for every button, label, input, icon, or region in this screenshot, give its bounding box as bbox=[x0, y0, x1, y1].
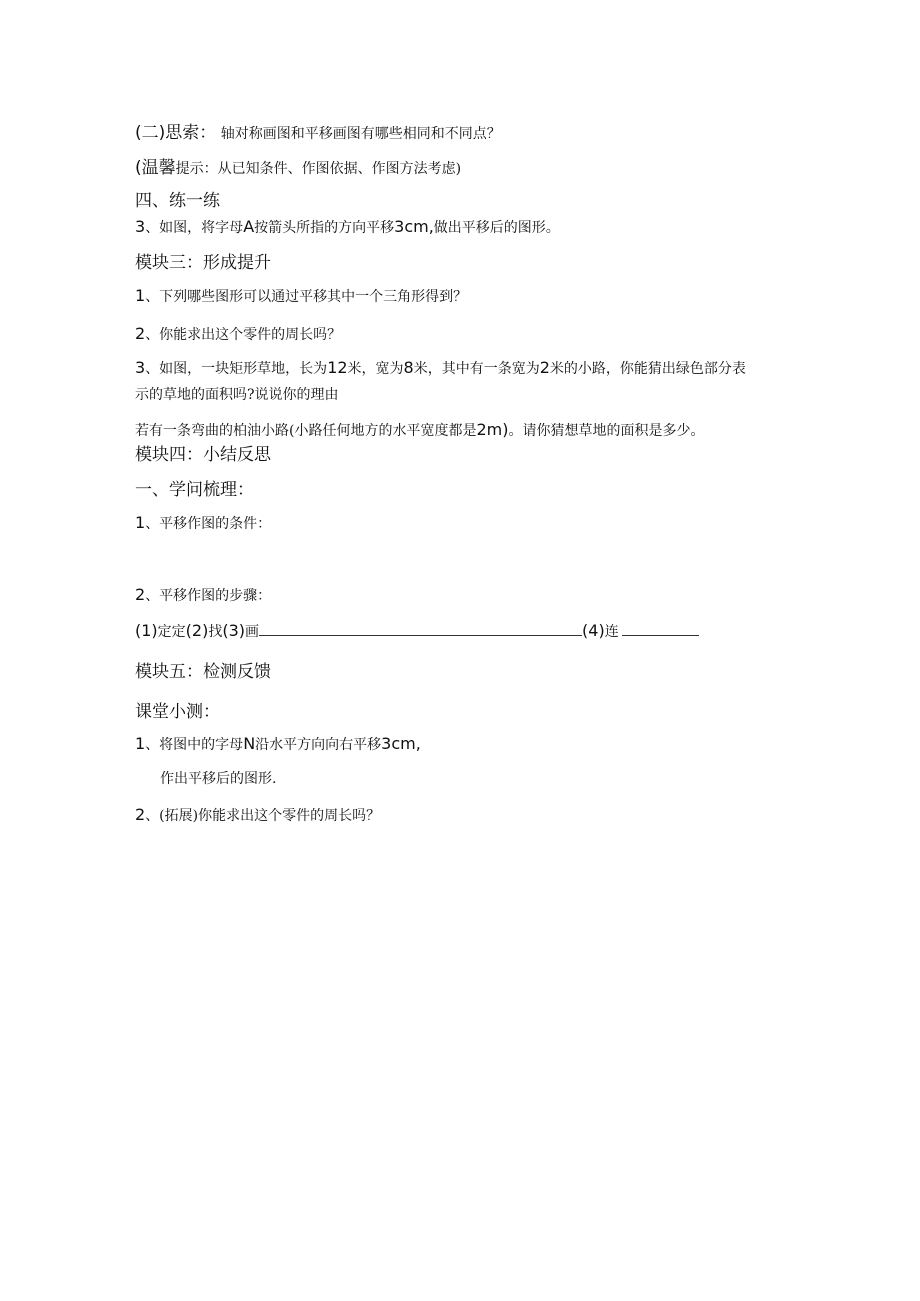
question-text: 沿水平方向向右平移 bbox=[255, 737, 382, 753]
hint-label: (温馨 bbox=[135, 158, 176, 178]
hint-text: 提示：从已知条件、作图依据、作图方法考虑) bbox=[175, 161, 462, 177]
answer-blank[interactable] bbox=[259, 621, 582, 636]
distance-value: 3cm, bbox=[394, 217, 434, 236]
reflection-text: 轴对称画图和平移画图有哪些相同和不同点？ bbox=[220, 126, 501, 142]
translation-steps bbox=[135, 621, 699, 642]
question-text: 、(拓展)你能求出这个零件的周长吗？ bbox=[145, 808, 381, 824]
reflection-label: (二)思索： bbox=[135, 123, 217, 143]
question-number: 2 bbox=[135, 805, 146, 824]
length-value: 12 bbox=[327, 358, 348, 377]
width-value: 8 bbox=[403, 358, 414, 377]
question-text: 做出平移后的图形。 bbox=[433, 220, 560, 236]
question-text: 、将图中的字母 bbox=[145, 737, 244, 753]
module-3-question-2 bbox=[135, 324, 341, 345]
step-text: 连 bbox=[604, 624, 619, 640]
letter-n: N bbox=[243, 734, 256, 753]
module-3-question-3 bbox=[135, 358, 746, 379]
question-text: 、平移作图的条件： bbox=[145, 516, 272, 532]
hint-line bbox=[135, 157, 461, 179]
practice-heading: 四、练一练 bbox=[135, 191, 220, 211]
reflection-question bbox=[135, 122, 501, 144]
module-4-question-2 bbox=[135, 585, 271, 606]
module-4-heading: 模块四：小结反思 bbox=[135, 445, 271, 465]
step-number: (1) bbox=[135, 621, 158, 640]
path-width-value: 2 bbox=[539, 358, 550, 377]
distance-value: 3cm, bbox=[381, 734, 421, 753]
question-text: 、平移作图的步骤： bbox=[145, 588, 272, 604]
question-number: 1 bbox=[135, 734, 146, 753]
answer-blank[interactable] bbox=[622, 621, 699, 636]
question-text: 若有一条弯曲的柏油小路(小路任何地方的水平宽度都是 bbox=[135, 423, 477, 439]
step-text: 找 bbox=[208, 624, 223, 640]
module-5-question-2 bbox=[135, 805, 380, 826]
module-3-question-4 bbox=[135, 420, 704, 441]
question-text: 、如图，将字母 bbox=[145, 220, 244, 236]
question-text: 、如图，一块矩形草地，长为 bbox=[145, 361, 328, 377]
question-number: 3 bbox=[135, 358, 146, 377]
question-number: 2 bbox=[135, 585, 146, 604]
module-4-question-1 bbox=[135, 513, 271, 534]
question-text: 。请你猜想草地的面积是多少。 bbox=[508, 423, 705, 439]
module-5-question-1-continued: 作出平移后的图形. bbox=[160, 771, 277, 787]
question-number: 1 bbox=[135, 286, 146, 305]
module-3-question-3-continued: 示的草地的面积吗?说说你的理由 bbox=[135, 387, 339, 403]
step-text: 定定 bbox=[157, 624, 186, 640]
question-number: 2 bbox=[135, 324, 146, 343]
question-text: 米的小路，你能猜出绿色部分表 bbox=[549, 361, 746, 377]
module-3-heading: 模块三：形成提升 bbox=[135, 253, 271, 273]
question-text: 米，宽为 bbox=[347, 361, 404, 377]
module-5-question-1 bbox=[135, 734, 421, 755]
module-3-question-1 bbox=[135, 286, 467, 307]
question-text: 、下列哪些图形可以通过平移其中一个三角形得到？ bbox=[145, 289, 468, 305]
question-text: 、你能求出这个零件的周长吗？ bbox=[145, 327, 342, 343]
question-number: 1 bbox=[135, 513, 146, 532]
path-width-value: 2m) bbox=[476, 420, 509, 439]
knowledge-review-heading: 一、学问梳理： bbox=[135, 480, 254, 500]
step-number: (4) bbox=[582, 621, 605, 640]
classroom-quiz-heading: 课堂小测： bbox=[135, 702, 220, 722]
module-5-heading: 模块五：检测反馈 bbox=[135, 662, 271, 682]
step-text: 画 bbox=[245, 624, 260, 640]
question-text: 按箭头所指的方向平移 bbox=[254, 220, 395, 236]
step-number: (3) bbox=[222, 621, 246, 640]
question-number: 3 bbox=[135, 217, 146, 236]
letter-a: A bbox=[243, 217, 255, 236]
step-number: (2) bbox=[185, 621, 209, 640]
question-text: 米，其中有一条宽为 bbox=[413, 361, 540, 377]
practice-question-3 bbox=[135, 217, 560, 238]
